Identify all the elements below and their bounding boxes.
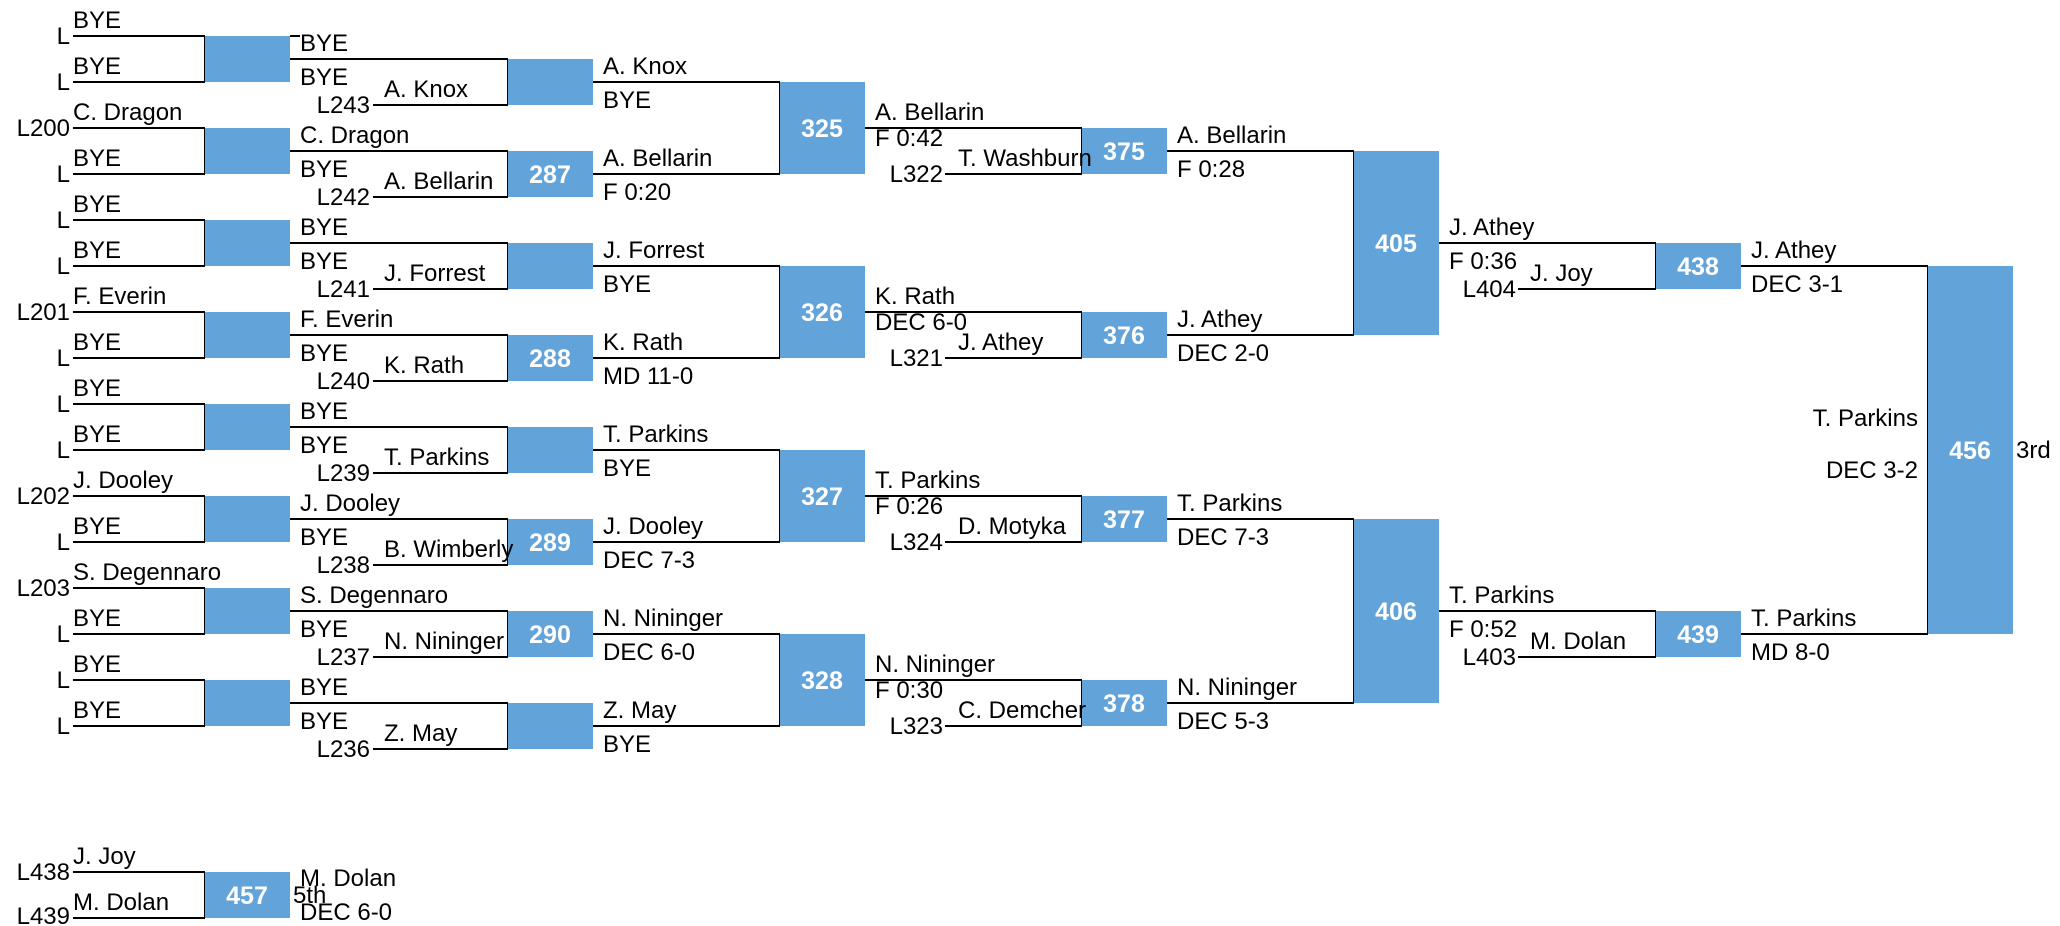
source-label: L324 bbox=[889, 529, 943, 556]
winner-name: N. Nininger bbox=[875, 651, 996, 678]
match-result: F 0:36 bbox=[1449, 248, 1518, 275]
match-box[interactable] bbox=[508, 243, 593, 289]
match-box[interactable] bbox=[205, 312, 290, 358]
match-result: MD 11-0 bbox=[603, 363, 694, 390]
source-label: L439 bbox=[16, 903, 70, 926]
match-box[interactable] bbox=[205, 128, 290, 174]
match-box[interactable] bbox=[205, 404, 290, 450]
wrestler-name: BYE bbox=[300, 616, 349, 643]
bout-number: 287 bbox=[529, 161, 571, 189]
match-result: MD 8-0 bbox=[1751, 639, 1830, 666]
wrestler-name: BYE bbox=[73, 7, 122, 34]
match-result: DEC 5-3 bbox=[1177, 708, 1270, 735]
match-result: DEC 6-0 bbox=[300, 899, 393, 926]
wrestler-name: M. Dolan bbox=[73, 889, 170, 916]
bout-number: 288 bbox=[529, 345, 571, 373]
bout-number: 376 bbox=[1103, 322, 1145, 350]
source-label: L bbox=[56, 667, 70, 694]
source-label: L321 bbox=[889, 345, 943, 372]
winner-name: S. Degennaro bbox=[300, 582, 449, 609]
source-label: L bbox=[56, 161, 70, 188]
match-result: DEC 3-2 bbox=[1825, 457, 1918, 484]
source-label: L239 bbox=[316, 460, 370, 487]
match-result: DEC 2-0 bbox=[1177, 340, 1270, 367]
wrestler-name: T. Washburn bbox=[958, 145, 1092, 172]
match-result: DEC 6-0 bbox=[603, 639, 696, 666]
wrestler-name: BYE bbox=[73, 513, 122, 540]
wrestler-name: BYE bbox=[73, 237, 122, 264]
bout-number: 375 bbox=[1103, 138, 1145, 166]
source-label: L240 bbox=[316, 368, 370, 395]
bout-number: 327 bbox=[801, 483, 843, 511]
wrestler-name: C. Dragon bbox=[73, 99, 183, 126]
source-label: L bbox=[56, 391, 70, 418]
bout-number: 406 bbox=[1375, 598, 1417, 626]
source-label: L bbox=[56, 345, 70, 372]
bout-number: 456 bbox=[1949, 437, 1991, 465]
winner-name: J. Athey bbox=[1751, 237, 1837, 264]
wrestler-name: Z. May bbox=[384, 720, 458, 747]
match-result: F 0:42 bbox=[875, 125, 944, 152]
match-result: F 0:52 bbox=[1449, 616, 1518, 643]
place-label: 5th bbox=[293, 882, 327, 909]
bout-number: 326 bbox=[801, 299, 843, 327]
source-label: L241 bbox=[316, 276, 370, 303]
wrestler-name: BYE bbox=[300, 432, 349, 459]
source-label: L201 bbox=[16, 299, 70, 326]
match-box[interactable] bbox=[205, 588, 290, 634]
winner-name: BYE bbox=[300, 674, 349, 701]
match-box[interactable] bbox=[205, 680, 290, 726]
wrestler-name: BYE bbox=[73, 329, 122, 356]
bout-number: 457 bbox=[226, 882, 268, 910]
winner-name: BYE bbox=[300, 214, 349, 241]
source-label: L404 bbox=[1462, 276, 1516, 303]
wrestler-name: BYE bbox=[300, 708, 349, 735]
match-result: F 0:20 bbox=[603, 179, 672, 206]
place-label: 3rd bbox=[2016, 437, 2051, 464]
match-result: DEC 7-3 bbox=[603, 547, 696, 574]
source-label: L bbox=[56, 69, 70, 96]
wrestler-name: M. Dolan bbox=[1530, 628, 1627, 655]
match-box[interactable] bbox=[508, 59, 593, 105]
match-result: DEC 3-1 bbox=[1751, 271, 1844, 298]
winner-name: J. Dooley bbox=[300, 490, 401, 517]
wrestler-name: BYE bbox=[300, 340, 349, 367]
match-box[interactable] bbox=[205, 496, 290, 542]
winner-name: A. Bellarin bbox=[1177, 122, 1287, 149]
wrestler-name: A. Bellarin bbox=[384, 168, 494, 195]
wrestler-name: J. Dooley bbox=[73, 467, 174, 494]
wrestler-name: K. Rath bbox=[384, 352, 465, 379]
match-result: F 0:28 bbox=[1177, 156, 1246, 183]
bout-number: 325 bbox=[801, 115, 843, 143]
source-label: L bbox=[56, 207, 70, 234]
wrestler-name: BYE bbox=[73, 191, 122, 218]
source-label: L238 bbox=[316, 552, 370, 579]
winner-name: BYE bbox=[300, 30, 349, 57]
winner-name: F. Everin bbox=[300, 306, 394, 333]
winner-name: K. Rath bbox=[603, 329, 684, 356]
winner-name: K. Rath bbox=[875, 283, 956, 310]
winner-name: N. Nininger bbox=[1177, 674, 1298, 701]
bout-number: 405 bbox=[1375, 230, 1417, 258]
wrestler-name: BYE bbox=[300, 524, 349, 551]
wrestler-name: BYE bbox=[73, 605, 122, 632]
wrestler-name: BYE bbox=[73, 651, 122, 678]
source-label: L323 bbox=[889, 713, 943, 740]
source-label: L237 bbox=[316, 644, 370, 671]
source-label: L438 bbox=[16, 859, 70, 886]
match-box[interactable] bbox=[508, 703, 593, 749]
winner-name: C. Dragon bbox=[300, 122, 410, 149]
match-result: DEC 6-0 bbox=[875, 309, 968, 336]
winner-name: T. Parkins bbox=[1449, 582, 1555, 609]
match-box[interactable] bbox=[508, 427, 593, 473]
wrestler-name: T. Parkins bbox=[384, 444, 490, 471]
bout-number: 290 bbox=[529, 621, 571, 649]
wrestler-name: S. Degennaro bbox=[73, 559, 222, 586]
source-label: L322 bbox=[889, 161, 943, 188]
source-label: L203 bbox=[16, 575, 70, 602]
winner-name: T. Parkins bbox=[1177, 490, 1283, 517]
wrestler-name: J. Forrest bbox=[384, 260, 486, 287]
bout-number: 438 bbox=[1677, 253, 1719, 281]
wrestler-name: BYE bbox=[73, 53, 122, 80]
winner-name: Z. May bbox=[603, 697, 677, 724]
bout-numbers bbox=[226, 115, 1991, 910]
match-result: BYE bbox=[603, 731, 652, 758]
winner-name: J. Athey bbox=[1449, 214, 1535, 241]
source-label: L403 bbox=[1462, 644, 1516, 671]
source-label: L242 bbox=[316, 184, 370, 211]
wrestler-name: A. Knox bbox=[384, 76, 469, 103]
wrestler-name: C. Demcher bbox=[958, 697, 1087, 724]
match-result: F 0:26 bbox=[875, 493, 944, 520]
match-result: BYE bbox=[603, 455, 652, 482]
wrestler-name: J. Joy bbox=[73, 843, 136, 870]
winner-name: T. Parkins bbox=[875, 467, 981, 494]
match-result: BYE bbox=[603, 87, 652, 114]
bout-number: 378 bbox=[1103, 690, 1145, 718]
winner-name: A. Bellarin bbox=[603, 145, 713, 172]
winner-name: A. Bellarin bbox=[875, 99, 985, 126]
source-label: L bbox=[56, 253, 70, 280]
wrestler-name: J. Joy bbox=[1530, 260, 1593, 287]
source-label: L bbox=[56, 713, 70, 740]
source-label: L243 bbox=[316, 92, 370, 119]
wrestler-name: BYE bbox=[300, 64, 349, 91]
bracket-labels bbox=[17, 7, 2051, 926]
bout-number: 439 bbox=[1677, 621, 1719, 649]
winner-name: J. Athey bbox=[1177, 306, 1263, 333]
winner-name: T. Parkins bbox=[1751, 605, 1857, 632]
match-result: F 0:30 bbox=[875, 677, 944, 704]
winner-name: N. Nininger bbox=[603, 605, 724, 632]
source-label: L200 bbox=[16, 115, 70, 142]
match-result: BYE bbox=[603, 271, 652, 298]
wrestler-name: D. Motyka bbox=[958, 513, 1067, 540]
wrestler-name: J. Athey bbox=[958, 329, 1044, 356]
wrestler-name: BYE bbox=[300, 248, 349, 275]
source-label: L bbox=[56, 23, 70, 50]
source-label: L236 bbox=[316, 736, 370, 763]
wrestler-name: N. Nininger bbox=[384, 628, 505, 655]
bout-number: 328 bbox=[801, 667, 843, 695]
wrestler-name: BYE bbox=[73, 697, 122, 724]
wrestler-name: BYE bbox=[300, 156, 349, 183]
wrestler-name: B. Wimberly bbox=[384, 536, 514, 563]
wrestler-name: F. Everin bbox=[73, 283, 167, 310]
wrestler-name: BYE bbox=[73, 375, 122, 402]
match-box[interactable] bbox=[205, 36, 290, 82]
match-result: DEC 7-3 bbox=[1177, 524, 1270, 551]
winner-name: M. Dolan bbox=[300, 865, 397, 892]
bout-number: 289 bbox=[529, 529, 571, 557]
source-label: L bbox=[56, 621, 70, 648]
source-label: L bbox=[56, 437, 70, 464]
source-label: L202 bbox=[16, 483, 70, 510]
winner-name: T. Parkins bbox=[603, 421, 709, 448]
winner-name: J. Dooley bbox=[603, 513, 704, 540]
winner-name: BYE bbox=[300, 398, 349, 425]
match-box[interactable] bbox=[205, 220, 290, 266]
winner-name: A. Knox bbox=[603, 53, 688, 80]
winner-name: T. Parkins bbox=[1812, 405, 1918, 432]
source-label: L bbox=[56, 529, 70, 556]
wrestler-name: BYE bbox=[73, 145, 122, 172]
wrestler-name: BYE bbox=[73, 421, 122, 448]
winner-name: J. Forrest bbox=[603, 237, 705, 264]
match-lines bbox=[1741, 266, 1928, 634]
bout-number: 377 bbox=[1103, 506, 1145, 534]
